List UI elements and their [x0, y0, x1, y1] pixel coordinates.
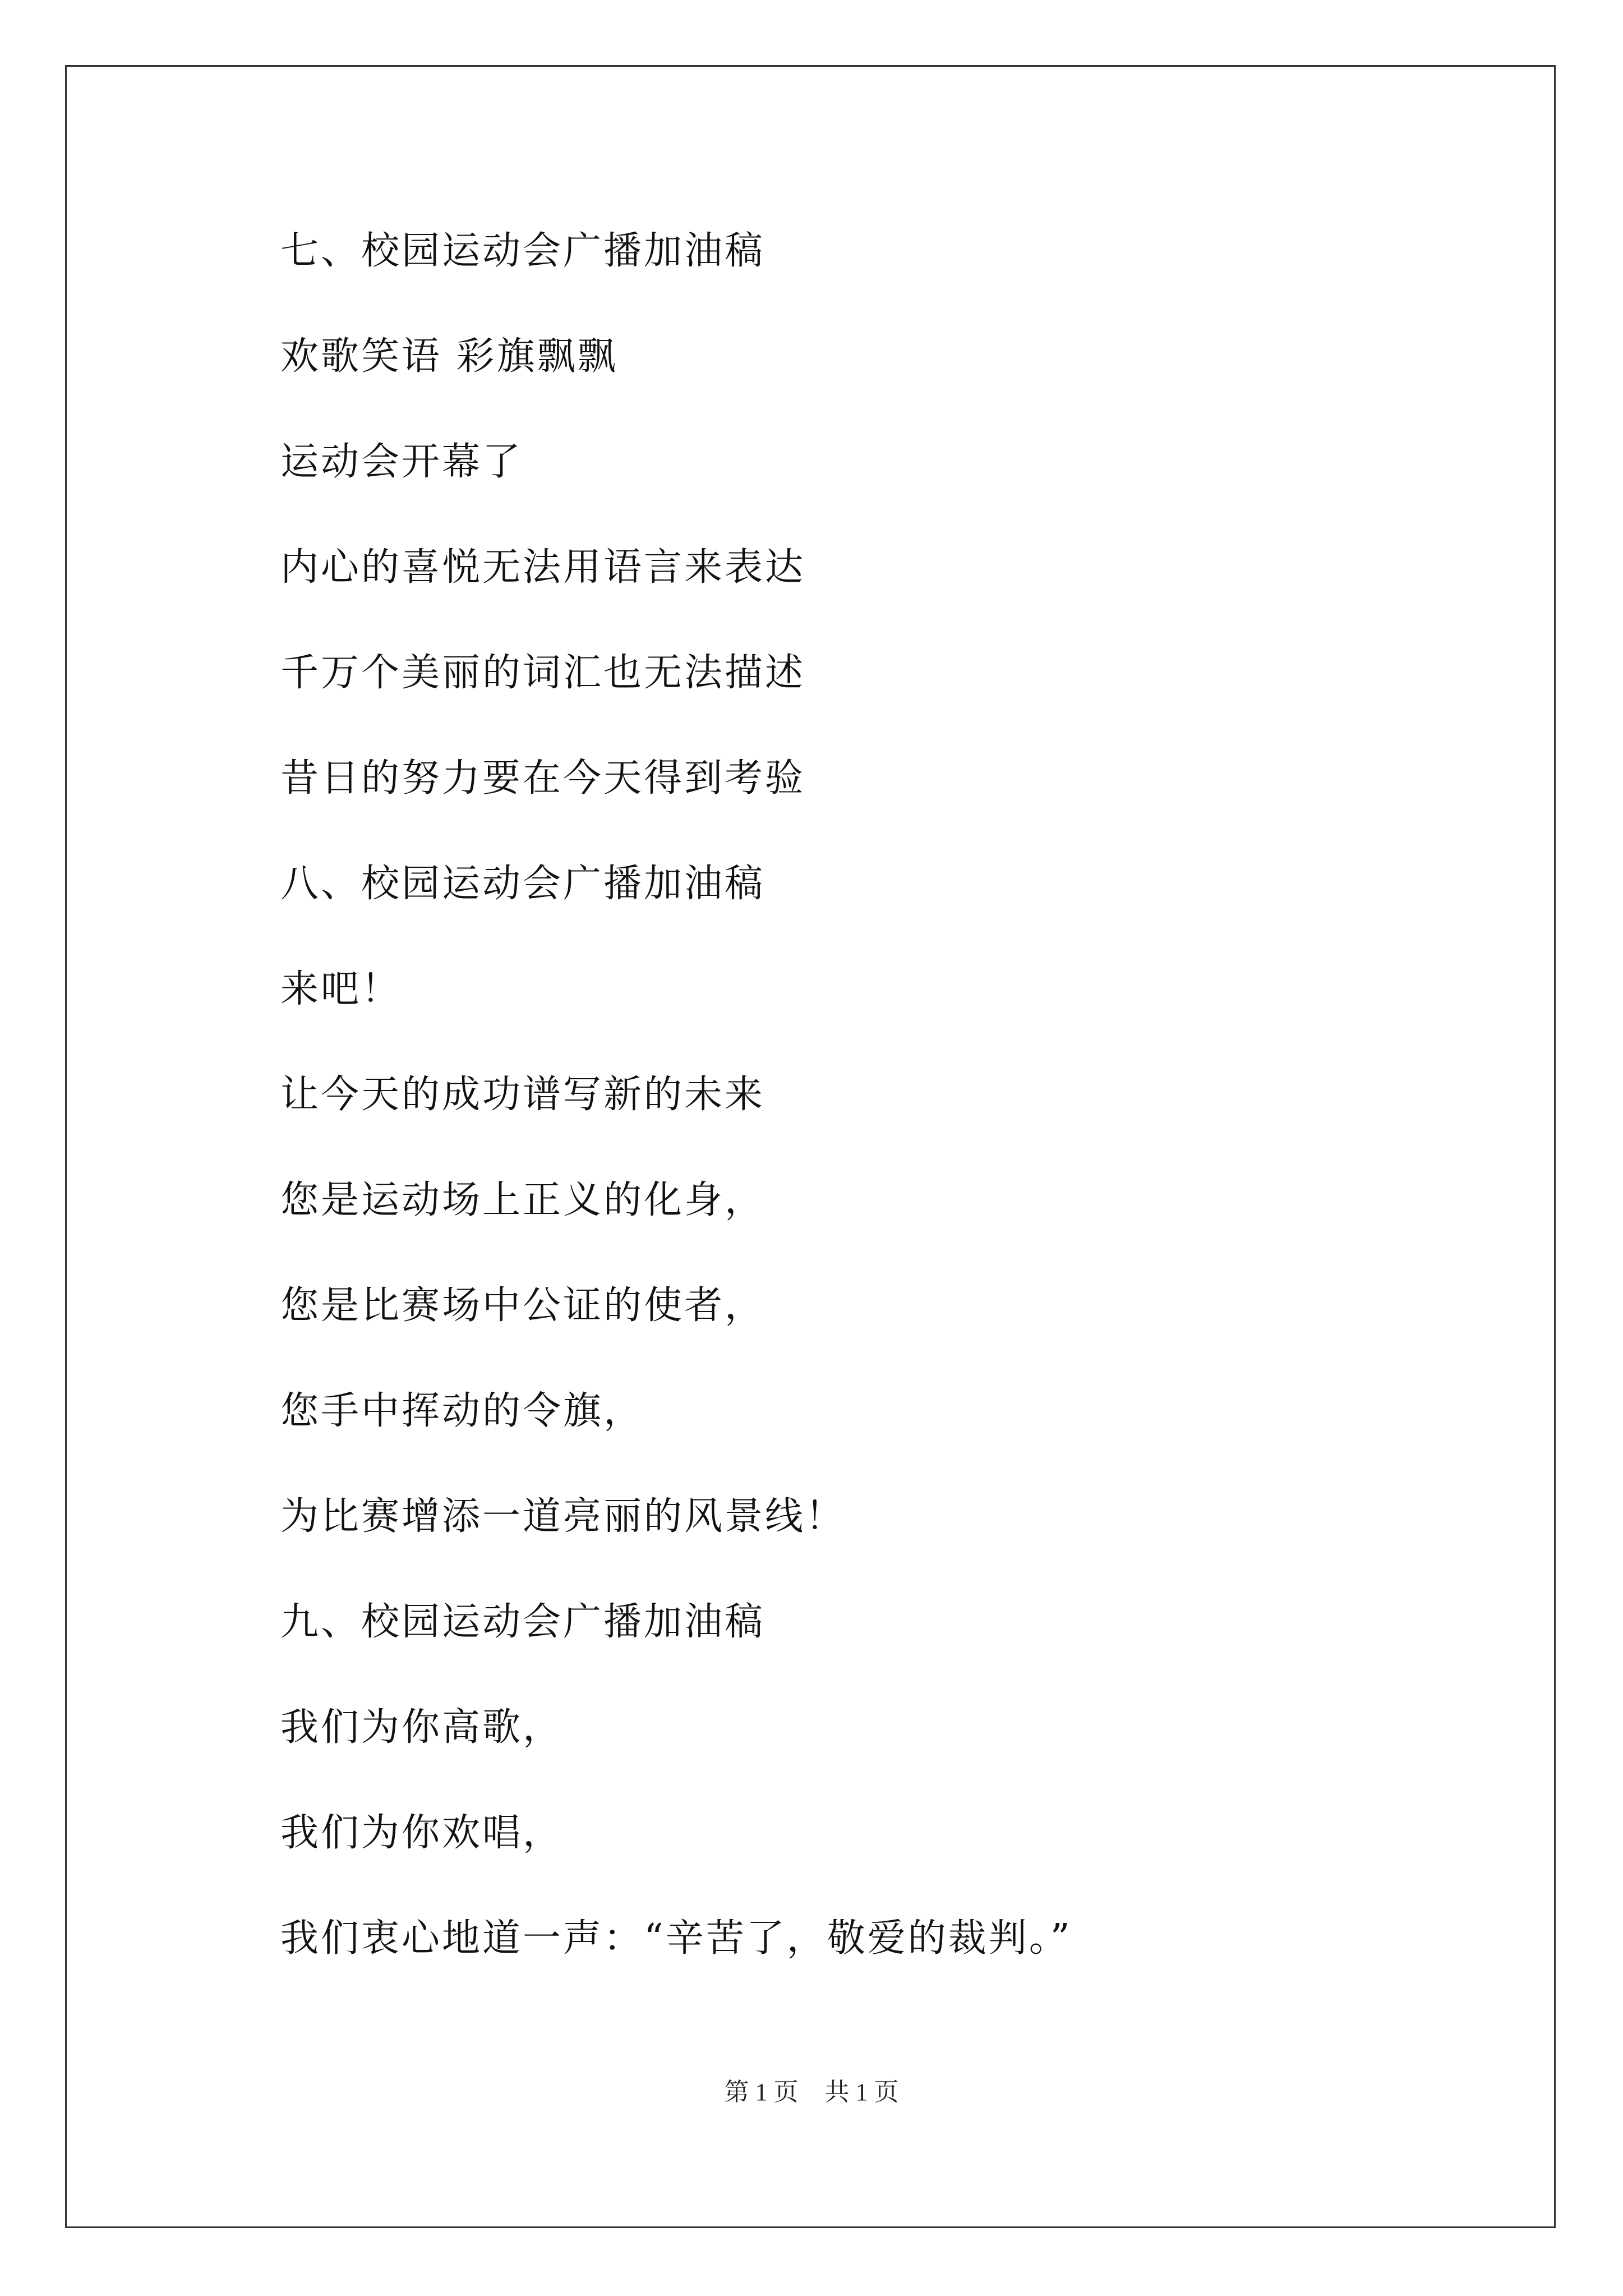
- section-heading-7: 七、校园运动会广播加油稿: [280, 229, 766, 273]
- page-border: [65, 65, 1556, 2228]
- text-line: 您是运动场上正义的化身，: [280, 1178, 766, 1222]
- text-line: 您是比赛场中公证的使者，: [280, 1283, 766, 1328]
- text-line: 您手中挥动的令旗，: [280, 1389, 644, 1433]
- text-line: 千万个美丽的词汇也无法描述: [280, 651, 806, 695]
- page-total: 共 1 页: [824, 2078, 899, 2106]
- section-heading-9: 九、校园运动会广播加油稿: [280, 1600, 766, 1644]
- page-number: 第 1 页: [724, 2078, 799, 2106]
- text-line: 我们为你高歌，: [280, 1705, 564, 1750]
- text-line: 我们衷心地道一声：“辛苦了，敬爱的裁判。”: [280, 1916, 1072, 1961]
- text-line: 欢歌笑语 彩旗飘飘: [280, 334, 618, 379]
- text-line: 我们为你欢唱，: [280, 1811, 564, 1855]
- text-line: 为比赛增添一道亮丽的风景线！: [280, 1494, 846, 1539]
- page-footer: [0, 2076, 1623, 2109]
- text-line: 运动会开幕了: [280, 440, 523, 484]
- text-line: 让今天的成功谱写新的未来: [280, 1073, 766, 1117]
- text-line: 来吧！: [280, 967, 402, 1011]
- text-line: 内心的喜悦无法用语言来表达: [280, 545, 806, 590]
- section-heading-8: 八、校园运动会广播加油稿: [280, 862, 766, 906]
- text-line: 昔日的努力要在今天得到考验: [280, 756, 806, 800]
